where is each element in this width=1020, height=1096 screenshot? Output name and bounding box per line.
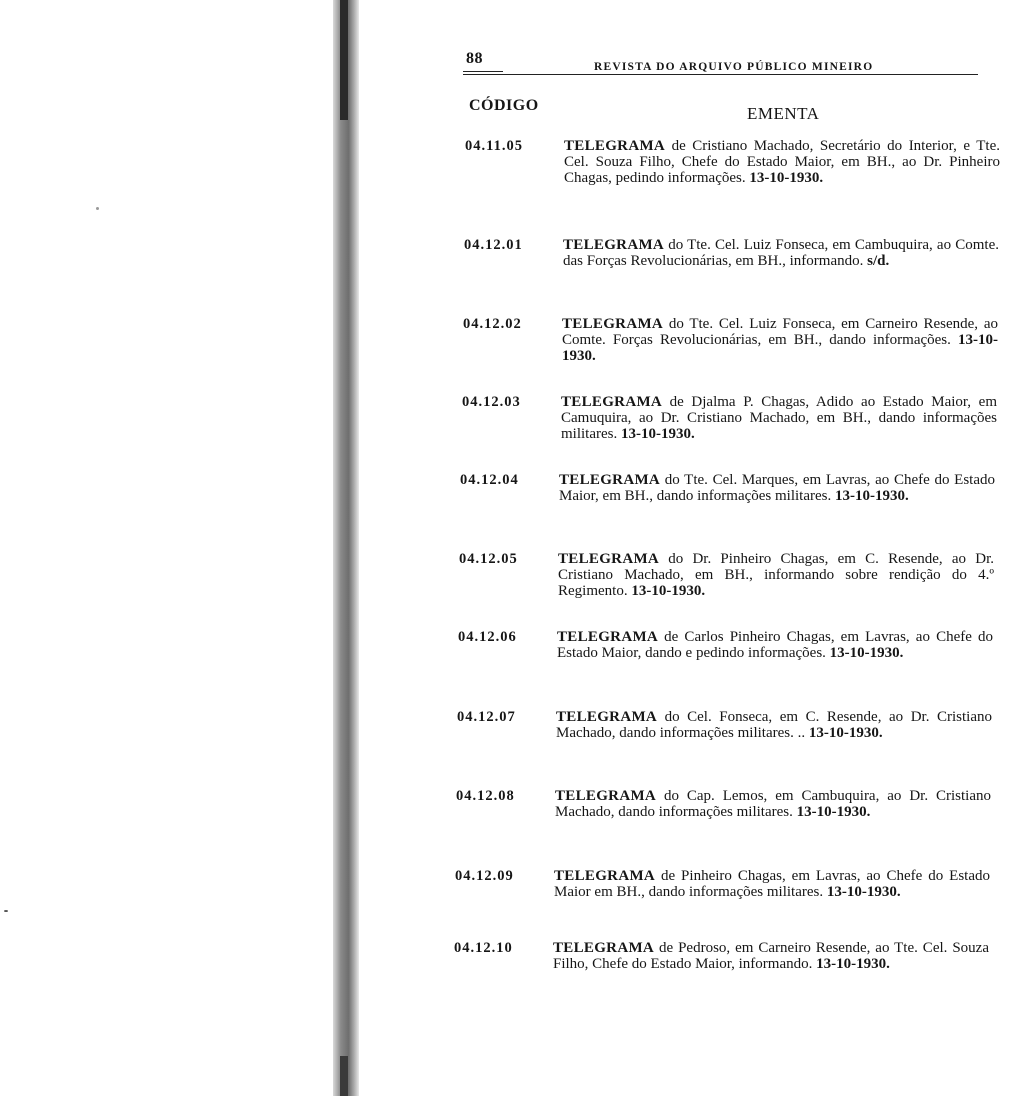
entry-description bbox=[563, 237, 999, 269]
entry-title: TELEGRAMA bbox=[556, 709, 658, 725]
entry-code: 04.12.07 bbox=[457, 709, 516, 725]
entry-code: 04.12.05 bbox=[459, 551, 518, 567]
column-header-codigo: CÓDIGO bbox=[469, 97, 539, 114]
paper-speck bbox=[4, 910, 8, 912]
entry-description bbox=[562, 316, 998, 364]
book-gutter bbox=[333, 0, 359, 1096]
entry-description bbox=[561, 394, 997, 442]
header-rule bbox=[463, 74, 978, 75]
entry-date: 13-10-1930. bbox=[816, 956, 890, 972]
entry-date: 13-10-1930. bbox=[749, 170, 824, 186]
entry-date: s/d. bbox=[867, 253, 890, 269]
entry-title: TELEGRAMA bbox=[557, 629, 659, 645]
entry-description bbox=[553, 940, 989, 972]
entry-code: 04.11.05 bbox=[465, 138, 523, 154]
entry-title: TELEGRAMA bbox=[564, 138, 666, 154]
entry-description bbox=[556, 709, 992, 741]
entry-code: 04.12.04 bbox=[460, 472, 519, 488]
entry-title: TELEGRAMA bbox=[553, 940, 655, 956]
entry-description bbox=[554, 868, 990, 900]
entry-date: 13-10-1930. bbox=[808, 725, 883, 741]
entry-title: TELEGRAMA bbox=[563, 237, 665, 253]
entry-date: 13-10-1930. bbox=[829, 645, 904, 661]
entry-code: 04.12.06 bbox=[458, 629, 517, 645]
entry-code: 04.12.09 bbox=[455, 868, 514, 884]
entry-description bbox=[564, 138, 1000, 186]
entry-body: de Pedroso, em Carneiro Resende, ao Tte. Cel. Souza Filho, Chefe do Estado Maior, informando. bbox=[553, 940, 989, 972]
entry-title: TELEGRAMA bbox=[558, 551, 660, 567]
gutter-shadow-top bbox=[340, 0, 348, 120]
page-number: 88 bbox=[466, 50, 483, 67]
left-facing-page bbox=[0, 0, 333, 1096]
entry-date: 13-10-1930. bbox=[835, 488, 909, 504]
entry-title: TELEGRAMA bbox=[561, 394, 663, 410]
entry-description bbox=[557, 629, 993, 661]
entry-title: TELEGRAMA bbox=[554, 868, 656, 884]
entry-code: 04.12.01 bbox=[464, 237, 523, 253]
entry-body: de Djalma P. Chagas, Adido ao Estado Maior, em Camuquira, ao Dr. Cristiano Machado, em BH., dando informações militares. bbox=[561, 394, 997, 442]
entry-description bbox=[558, 551, 994, 599]
entry-code: 04.12.03 bbox=[462, 394, 521, 410]
entry-body: de Pinheiro Chagas, em Lavras, ao Chefe do Estado Maior em BH., dando informações militares. bbox=[554, 868, 990, 900]
column-header-ementa: EMENTA bbox=[747, 104, 820, 123]
entry-body: de Cristiano Machado, Secretário do Interior, e Tte. Cel. Souza Filho, Chefe do Estado Maior, em BH., ao Dr. Pinheiro Chagas, pedindo informações. bbox=[564, 138, 1000, 186]
entry-date: 13-10-1930. bbox=[796, 804, 871, 820]
entry-code: 04.12.08 bbox=[456, 788, 515, 804]
entry-body: de Carlos Pinheiro Chagas, em Lavras, ao Chefe do Estado Maior, dando e pedindo informações. bbox=[557, 629, 993, 661]
entry-description bbox=[559, 472, 995, 504]
entry-body: do Cel. Fonseca, em C. Resende, ao Dr. Cristiano Machado, dando informações militares. .. bbox=[556, 709, 992, 741]
page-number-underline bbox=[463, 71, 503, 72]
entry-date: 13-10-1930. bbox=[826, 884, 901, 900]
entry-body: do Tte. Cel. Marques, em Lavras, ao Chefe do Estado Maior, em BH., dando informações militares. bbox=[559, 472, 995, 504]
entry-date: 13-10-1930. bbox=[621, 426, 695, 442]
entry-date: 13-10-1930. bbox=[562, 332, 998, 364]
entry-body: do Tte. Cel. Luiz Fonseca, em Cambuquira, ao Comte. das Forças Revolucionárias, em BH., informando. bbox=[563, 237, 999, 269]
entry-body: do Cap. Lemos, em Cambuquira, ao Dr. Cristiano Machado, dando informações militares. bbox=[555, 788, 991, 820]
entry-body: do Tte. Cel. Luiz Fonseca, em Carneiro Resende, ao Comte. Forças Revolucionárias, em BH., dando informações. bbox=[562, 316, 998, 348]
entry-description bbox=[555, 788, 991, 820]
paper-speck bbox=[96, 207, 99, 210]
entry-body: do Dr. Pinheiro Chagas, em C. Resende, ao Dr. Cristiano Machado, em BH., informando sobre rendição do 4.º Regimento. bbox=[558, 551, 994, 599]
entry-date: 13-10-1930. bbox=[631, 583, 706, 599]
running-title: REVISTA DO ARQUIVO PÚBLICO MINEIRO bbox=[594, 61, 874, 73]
entry-code: 04.12.10 bbox=[454, 940, 513, 956]
gutter-shadow-bottom bbox=[340, 1056, 348, 1096]
entry-code: 04.12.02 bbox=[463, 316, 522, 332]
entry-title: TELEGRAMA bbox=[559, 472, 661, 488]
entry-title: TELEGRAMA bbox=[555, 788, 657, 804]
entry-title: TELEGRAMA bbox=[562, 316, 664, 332]
